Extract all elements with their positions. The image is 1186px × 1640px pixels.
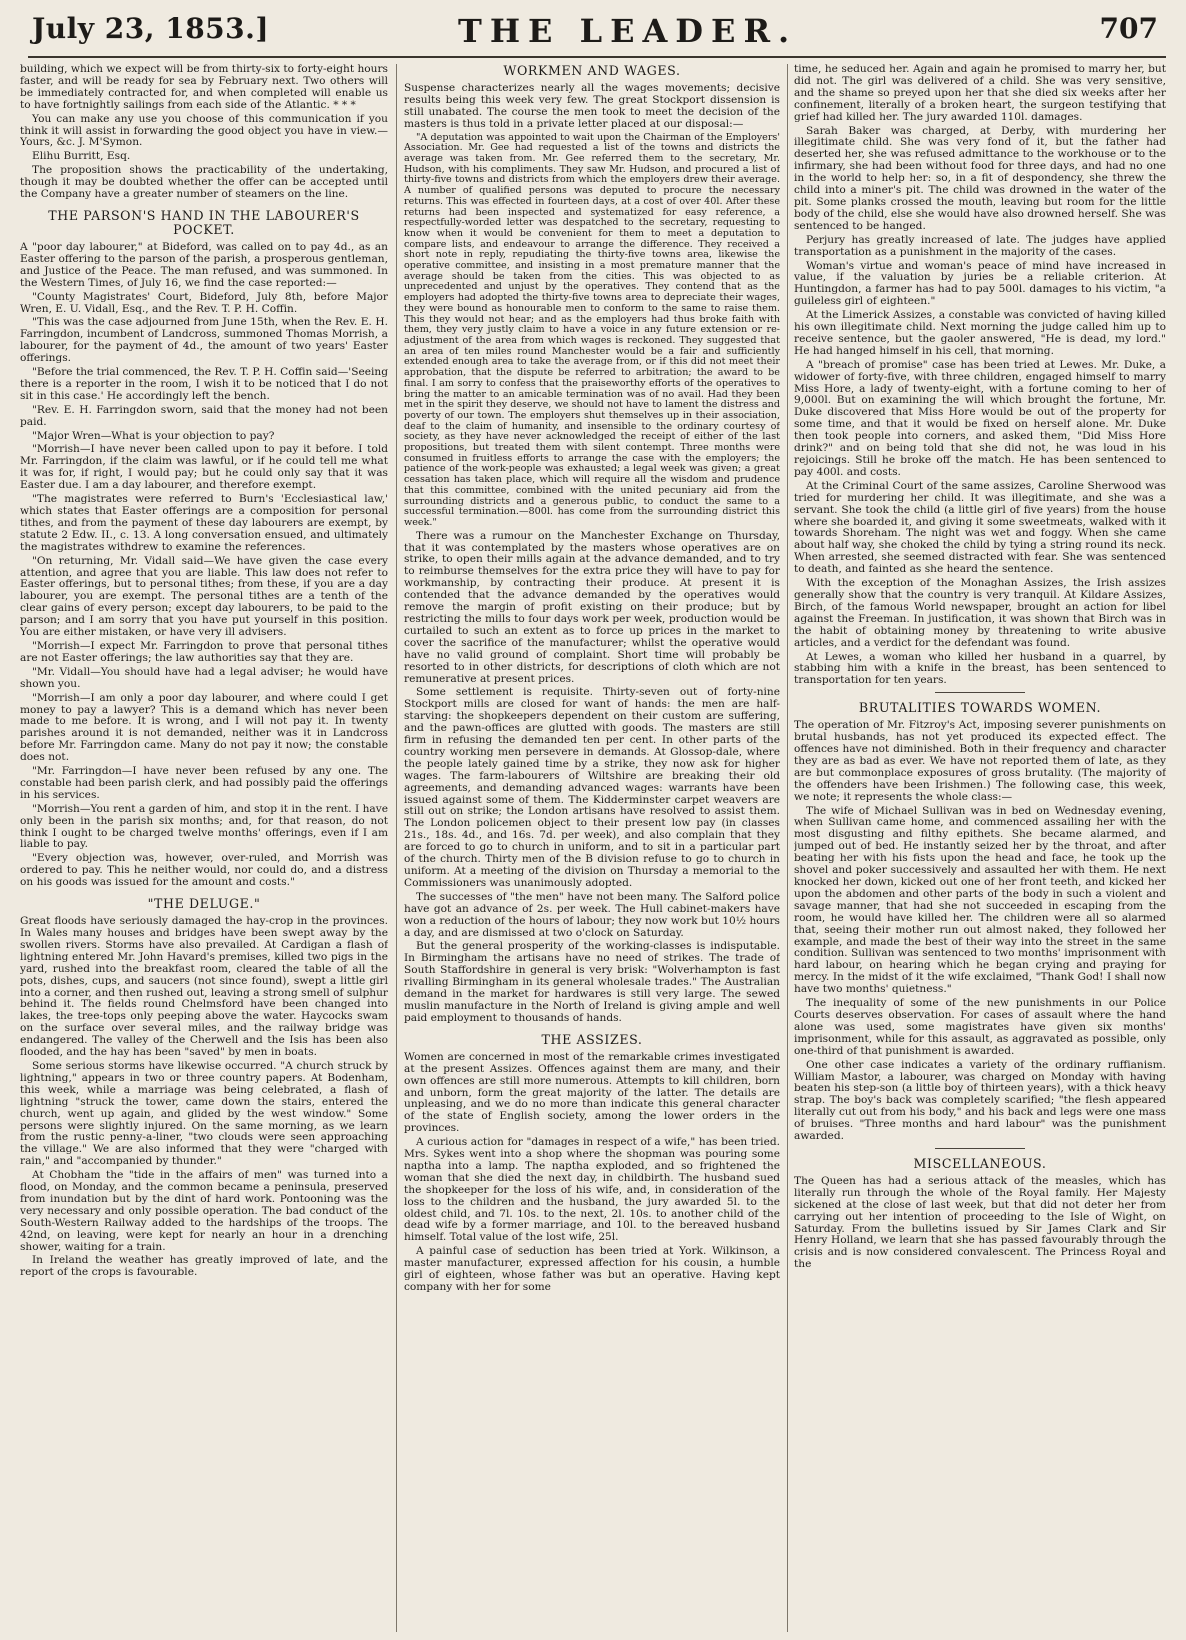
- article-body: [794, 1176, 1166, 1271]
- page-header: [28, 8, 1166, 54]
- paragraph: time, he seduced her. Again and again he promised to marry her, but did not. The girl was delivered of a child. She was very sensitive, and the shame so preyed upon her that she died six weeks after her confinement, literally of a broken heart, the surgeon testifying that grief had killed her. The jury awarded 110l. damages.: [794, 64, 1166, 123]
- paragraph: "Every objection was, however, over-ruled, and Morrish was ordered to pay. This he neither would, nor could do, and a distress on his goods was issued for the amount and costs.": [20, 852, 388, 889]
- paragraph: The operation of Mr. Fitzroy's Act, imposing severer punishments on brutal husbands, has not yet produced its expected effect. The offences have not diminished. Both in their frequency and character they are as bad as ever. We have not reported them of late, as they are but commonplace exposures of gross brutality. (The majority of the offenders have been Irishmen.) The following case, this week, we note; it represents the whole class:—: [794, 719, 1166, 803]
- paragraph: At the Limerick Assizes, a constable was convicted of having killed his own illegitimate child. Next morning the judge called him up to receive sentence, but the gaoler answered, "He is dead, my lord." He had hanged himself in his cell, that morning.: [794, 309, 1166, 357]
- paragraph: The wife of Michael Sullivan was in bed on Wednesday evening, when Sullivan came home, and commenced assailing her with the most disgusting and filthy epithets. She became alarmed, and jumped out of bed. He instantly seized her by the throat, and after beating her with his fists upon the head and face, he took up the shovel and poker successively and assaulted her with them. He next knocked her down, kicked out one of her front teeth, and kicked her upon the abdomen and other parts of the body in such a violent and savage manner, that had she not succeeded in escaping from the room, he would have killed her. The children were all so alarmed that, seeing their mother run out almost naked, they followed her example, and made the best of their way into the street in the same condition. Sullivan was sentenced to two months' imprisonment with hard labour, on hearing which he began crying and praying for mercy. In the midst of it the wife exclaimed, "Thank God! I shall now have two months' quietness.": [794, 804, 1166, 996]
- paragraph: But the general prosperity of the working-classes is indisputable. In Birmingham the artisans have no need of strikes. The trade of South Staffordshire in general is very brisk: "Wolverhampton is fast rivalling Birmingham in its general wholesale trades." The Australian demand in the market for hardwares is still very large. The sewed muslin manufacture in the North of Ireland is giving ample and well paid employment to thousands of hands.: [404, 940, 780, 1024]
- paragraph: "On returning, Mr. Vidall said—We have given the case every attention, and agree that you are liable. This law does not refer to Easter offerings, but to personal tithes; from these, if you are a day labourer, you are exempt. The personal tithes are a tenth of the clear gains of every person; except day labourers, to be paid to the parson; and I am sorry that you have put yourself in this position. You are either mistaken, or have very ill advisers.: [20, 554, 388, 639]
- paragraph: "Rev. E. H. Farringdon sworn, said that the money had not been paid.: [20, 403, 388, 428]
- paragraph: "Mr. Farringdon—I have never been refused by any one. The constable had been parish clerk, and had possibly paid the offerings in his services.: [20, 765, 388, 801]
- section-divider: [935, 1148, 1025, 1149]
- paragraph: At the Criminal Court of the same assizes, Caroline Sherwood was tried for murdering her child. It was illegitimate, and she was a servant. She took the child (a little girl of five years) from the house where she boarded it, and giving it some sweetmeats, walked with it towards Shoreham. The night was wet and foggy. When she came about half way, she choked the child by tying a string round its neck. When arrested, she seemed distracted with fear. She was sentenced to death, and fainted as she heard the sentence.: [794, 479, 1166, 576]
- article-heading: WORKMEN AND WAGES.: [503, 64, 681, 78]
- paragraph: Some serious storms have likewise occurred. "A church struck by lightning," appears in two or three country papers. At Bodenham, this week, while a marriage was being celebrated, a flash of lightning "struck the tower, came down the stairs, entered the church, went up again, and glided by the west window." Some persons were slightly injured. On the same morning, as we learn from the rustic penny-a-liner, "two clouds were seen approaching the village." We are also informed that they were "charged with rain," and "accompanied by thunder.": [20, 1059, 388, 1168]
- column-1: [20, 64, 388, 1632]
- column-2: [404, 64, 780, 1632]
- paragraph: One other case indicates a variety of the ordinary ruffianism. William Mastor, a labourer, was charged on Monday with having beaten his step-son (a little boy of thirteen years), with a thick heavy strap. The boy's back was completely scarified; "the flesh appeared literally cut out from his body," and his back and legs were one mass of bruises. "Three months and hard labour" was the punishment awarded.: [794, 1058, 1166, 1143]
- article-body: [404, 1052, 780, 1294]
- article-body: [20, 916, 388, 1279]
- paragraph: Suspense characterizes nearly all the wages movements; decisive results being this week very few. The great Stockport dissension is still unabated. The course the men took to meet the decision of the masters is thus told in a private letter placed at our disposal:—: [404, 82, 780, 130]
- column-divider: [396, 64, 397, 1632]
- paragraph: Sarah Baker was charged, at Derby, with murdering her illegitimate child. She was very fond of it, but the father had deserted her, she was refused admittance to the workhouse or to the infirmary, she had been without food for three days, and had no one in the world to help her: so, in a fit of despondency, she threw the child into a miner's pit. The child was drowned in the water of the pit. Some planks crossed the mouth, leaving but room for the little body of the child, else she would have also drowned herself. She was sentenced to be hanged.: [794, 124, 1166, 232]
- paragraph: At Lewes, a woman who killed her husband in a quarrel, by stabbing him with a knife in the breast, has been sentenced to transportation for ten years.: [794, 650, 1166, 687]
- paragraph: Great floods have seriously damaged the hay-crop in the provinces. In Wales many houses and bridges have been swept away by the swollen rivers. Storms have also prevailed. At Cardigan a flash of lightning entered Mr. John Havard's premises, killed two pigs in the yard, rushed into the breakfast room, cleared the table of all the pots, dishes, cups, and saucers (not since found), swept a little girl into a corner, and then rushed out, leaving a strong smell of sulphur behind it. The fields round Chelmsford have been changed into lakes, the tree-tops only peeping above the water. Haycocks swam on the surface over several miles, and the railway bridge was endangered. The valley of the Cherwell and the Isis has been also flooded, and the hay has been "saved" by men in boats.: [20, 915, 388, 1059]
- column-3: [794, 64, 1166, 1632]
- paragraph: The proposition shows the practicability of the undertaking, though it may be doubted whether the offer can be accepted until the Company have a greater number of steamers on the line.: [20, 164, 388, 201]
- paragraph: A "poor day labourer," at Bideford, was called on to pay 4d., as an Easter offering to the parson of the parish, a prosperous gentleman, and Justice of the Peace. The man refused, and was summoned. In the Western Times, of July 16, we find the case reported:—: [20, 240, 388, 289]
- article-heading: BRUTALITIES TOWARDS WOMEN.: [858, 700, 1102, 716]
- paragraph: Perjury has greatly increased of late. The judges have applied transportation as a punishment in the majority of the cases.: [794, 233, 1166, 258]
- paragraph: Women are concerned in most of the remarkable crimes investigated at the present Assizes. Offences against them are many, and their own offences are still more numerous. Attempts to kill children, born and unborn, form the great majority of the latter. The details are unpleasing, and we do no more than indicate this general character of the state of English society, among the lower orders in the provinces.: [404, 1050, 780, 1135]
- paragraph: A painful case of seduction has been tried at York. Wilkinson, a master manufacturer, expressed affection for his cousin, a humble girl of eighteen, whose father was but an operative. Having kept company with her for some: [404, 1245, 780, 1294]
- article-body: [794, 64, 1166, 687]
- paragraph: At Chobham the "tide in the affairs of men" was turned into a flood, on Monday, and the common became a peninsula, preserved from inundation but by the dint of hard work. Pontooning was the very necessary and only possible operation. The bad conduct of the South-Western Railway added to the hardships of the troops. The 42nd, on leaving, were kept for nearly an hour in a drenching shower, waiting for a train.: [20, 1169, 388, 1253]
- paragraph: "Morrish—I have never been called upon to pay it before. I told Mr. Farringdon, if the claim was lawful, or if he could tell me what it was for, if right, I would pay; but he could only say that it was Easter due. I am a day labourer, and therefore exempt.: [20, 443, 388, 492]
- paragraph: Some settlement is requisite. Thirty-seven out of forty-nine Stockport mills are closed for want of hands: the men are half-starving: the shopkeepers dependent on their custom are suffering, and the pawn-offices are glutted with goods. The masters are still firm in refusing the demanded ten per cent. In other parts of the country working men persevere in demands. At Glossop-dale, where the people lately gained time by a strike, they now ask for higher wages. The farm-labourers of Wiltshire are breaking their old agreements, and demanding advanced wages: warrants have been issued against some of them. The Kidderminster carpet weavers are still out on strike; the London artisans have resolved to assist them. The London policemen object to their present low pay (in classes 21s., 18s. 4d., and 16s. 7d. per week), and also complain that they are forced to go to church in uniform, and to sit in a particular part of the church. Thirty men of the B division refuse to go to church in uniform. At a meeting of the division on Thursday a memorial to the Commissioners was unanimously adopted.: [404, 686, 780, 889]
- paragraph: "Before the trial commenced, the Rev. T. P. H. Coffin said—'Seeing there is a reporter in the room, I wish it to be noticed that I do not sit in this case.' He accordingly left the bench.: [20, 366, 388, 402]
- article-body: [404, 83, 780, 1025]
- section-divider: [935, 692, 1025, 693]
- issue-date: July 23, 1853.]: [32, 12, 270, 45]
- article-heading: THE ASSIZES.: [541, 1031, 643, 1047]
- paragraph: The Queen has had a serious attack of the measles, which has literally run through the whole of the Royal family. Her Majesty sickened at the close of last week, but that did not deter her from carrying out her intention of proceeding to the Isle of Wight, on Saturday. From the bulletins issued by Sir James Clark and Sir Henry Holland, we learn that she has passed favourably through the crisis and is now considered convalescent. The Princess Royal and the: [794, 1174, 1166, 1271]
- paragraph: building, which we expect will be from thirty-six to forty-eight hours faster, and will be ready for sea by February next. Two others will be immediately contracted for, and when completed will enable us to have fortnightly sailings from each side of the Atlantic. * * *: [20, 64, 388, 111]
- article-body: [20, 242, 388, 889]
- article-body: [794, 720, 1166, 1143]
- page-number: 707: [1099, 12, 1158, 45]
- paragraph: A "breach of promise" case has been tried at Lewes. Mr. Duke, a widower of forty-five, with three children, engaged himself to marry Miss Hore, a lady of twenty-eight, with a fortune coming to her of 9,000l. But on examining the will which brought the fortune, Mr. Duke discovered that Miss Hore would be out of the property for some time, and that it would be fixed on herself alone. Mr. Duke then took people into corners, and asked them, "Did Miss Hore drink?" and on being told that she did not, he was loud in his rejoicings. Still he broke off the match. He has been sentenced to pay 400l. and costs.: [794, 358, 1166, 478]
- paragraph: "The magistrates were referred to Burn's 'Ecclesiastical law,' which states that Easter offerings are a composition for personal tithes, and from the payment of these day labourers are exempt, by statute 2 Edw. II., c. 13. A long conversation ensued, and ultimately the magistrates withdrew to examine the references.: [20, 493, 388, 553]
- signature: Elihu Burritt, Esq.: [32, 150, 131, 163]
- paragraph: "Mr. Vidall—You should have had a legal adviser; he would have shown you.: [20, 665, 388, 690]
- paragraph: A curious action for "damages in respect of a wife," has been tried. Mrs. Sykes went into a shop where the shopman was pouring some naptha into a lamp. The naptha exploded, and so frightened the woman that she died the next day, in childbirth. The husband sued the shopkeeper for the loss of his wife, and, in consideration of the loss to the children and the husband, the jury awarded 5l. to the oldest child, and 7l. 10s. to the next, 2l. 10s. to another child of the dead wife by a former marriage, and 10l. to the bereaved husband himself. Total value of the lost wife, 25l.: [404, 1136, 780, 1244]
- paragraph: "Major Wren—What is your objection to pay?: [32, 429, 275, 442]
- paragraph: "This was the case adjourned from June 15th, when the Rev. E. H. Farringdon, incumbent of Landcross, summoned Thomas Morrish, a labourer, for the payment of 4d., the amount of two years' Easter offerings.: [20, 316, 388, 365]
- paragraph: With the exception of the Monaghan Assizes, the Irish assizes generally show that the country is very tranquil. At Kildare Assizes, Birch, of the famous World newspaper, brought an action for libel against the Freeman. In justification, it was shown that Birch was in the habit of obtaining money by threatening to write abusive articles, and a verdict for the defendant was found.: [794, 577, 1166, 649]
- paragraph: Woman's virtue and woman's peace of mind have increased in value, if the valuation by juries be a reliable criterion. At Huntingdon, a farmer has had to pay 500l. damages to his victim, "a guileless girl of eighteen.": [794, 259, 1166, 308]
- paragraph: In Ireland the weather has greatly improved of late, and the report of the crops is favourable.: [20, 1254, 388, 1279]
- column-divider: [787, 64, 788, 1632]
- block-quote: "A deputation was appointed to wait upon the Chairman of the Employers' Association. Mr. Gee had requested a list of the towns and districts the average was taken from. Mr. Gee referred them to the secretary, Mr. Hudson, with his compliments. They saw Mr. Hudson, and procured a list of thirty-five towns and districts from which the employers drew their average. A number of qualified persons was deputed to procure the necessary returns. This was effected in fourteen days, at a cost of over 40l. After these returns had been inspected and systematized for easy reference, a respectfully-worded letter was despatched to the secretary, requesting to know when it would be convenient for them to meet a deputation to compare lists, and endeavour to arrange the difference. They received a short note in reply, repudiating the thirty-five towns area, likewise the operative committee, and insisting in a most premature manner that the average should be taken from the cities. This was objected to as unprecedented and unjust by the operatives. They contend that as the employers had adopted the thirty-five towns area to depreciate their wages, they were bound as honourable men to conform to the same to raise them. This they would not hear; and as the employers had thus broke faith with them, they very justly claim to have a voice in any future extension or re-adjustment of the area from which wages is reckoned. They suggested that an area of ten miles round Manchester would be a fair and sufficiently extended enough area to take the average from, or if this did not meet their approbation, that the dispute be referred to arbitration; the award to be final. I am sorry to confess that the praiseworthy efforts of the operatives to bring the matter to an amicable termination was of no avail. Had they been met in the spirit they deserve, we should not have to lament the distress and poverty of our town. The employers shut themselves up in their association, deaf to the claim of humanity, and insensible to the ordinary courtesy of society, as they have never acknowledged the receipt of either of the last propositions, but treated them with silent contempt. Three months were consumed in fruitless efforts to arrange the case with the employers; the patience of the work-people was exhausted; a legal week was given; a great cessation has taken place, which will require all the wisdom and prudence that this committee, combined with the united pecuniary aid from the surrounding districts and a generous public, to conduct the same to a successful termination.—800l. has come from the surrounding district this week.": [404, 131, 780, 528]
- paragraph: "Morrish—You rent a garden of him, and stop it in the rent. I have only been in the parish six months; and, for that reason, do not think I ought to be charged twelve months' offerings, even if I am liable to pay.: [20, 802, 388, 851]
- article-heading: MISCELLANEOUS.: [913, 1155, 1047, 1171]
- paragraph: The successes of "the men" have not been many. The Salford police have got an advance of 2s. per week. The Hull cabinet-makers have won a reduction of the hours of labour; they now work but 10½ hours a day, and are dismissed at two o'clock on Saturday.: [404, 890, 780, 939]
- paragraph: "Morrish—I am only a poor day labourer, and where could I get money to pay a lawyer? This is a demand which has never been made to me before. It is wrong, and I will not pay it. In twenty parishes around it is not demanded, neither was it in Landcross before Mr. Farringdon came. Many do not pay it now; the constable does not.: [20, 691, 388, 764]
- paragraph: You can make any use you choose of this communication if you think it will assist in forwarding the good object you have in view.—Yours, &c. J. M'Symon.: [20, 112, 388, 149]
- article-heading: THE PARSON'S HAND IN THE LABOURER'S POCKET.: [48, 207, 360, 237]
- paragraph: "County Magistrates' Court, Bideford, July 8th, before Major Wren, E. U. Vidall, Esq., and the Rev. T. P. H. Coffin.: [20, 290, 388, 315]
- paragraph: There was a rumour on the Manchester Exchange on Thursday, that it was contemplated by the masters whose operatives are on strike, to open their mills again at the advance demanded, and to try to reimburse themselves for the extra price they will have to pay for workmanship, by contracting their produce. At present it is contended that the advance demanded by the operatives would remove the margin of profit existing on their produce; but by restricting the mills to four days work per week, production would be curtailed to such an extent as to force up prices in the market to cover the sacrifice of the manufacturer; whilst the operative would have no valid ground of complaint. Short time will probably be resorted to in other districts, for descriptions of cloth which are not remunerative at present prices.: [404, 529, 780, 685]
- header-rule: [28, 56, 1166, 58]
- masthead-title: THE LEADER.: [458, 12, 798, 50]
- article-heading: "THE DELUGE.": [147, 896, 261, 912]
- paragraph: "Morrish—I expect Mr. Farringdon to prove that personal tithes are not Easter offerings; the law authorities say that they are.: [20, 639, 388, 664]
- paragraph: The inequality of some of the new punishments in our Police Courts deserves observation. For cases of assault where the hand alone was used, some magistrates have given six months' imprisonment, while for this assault, as aggravated as possible, only one-third of that punishment is awarded.: [794, 997, 1166, 1057]
